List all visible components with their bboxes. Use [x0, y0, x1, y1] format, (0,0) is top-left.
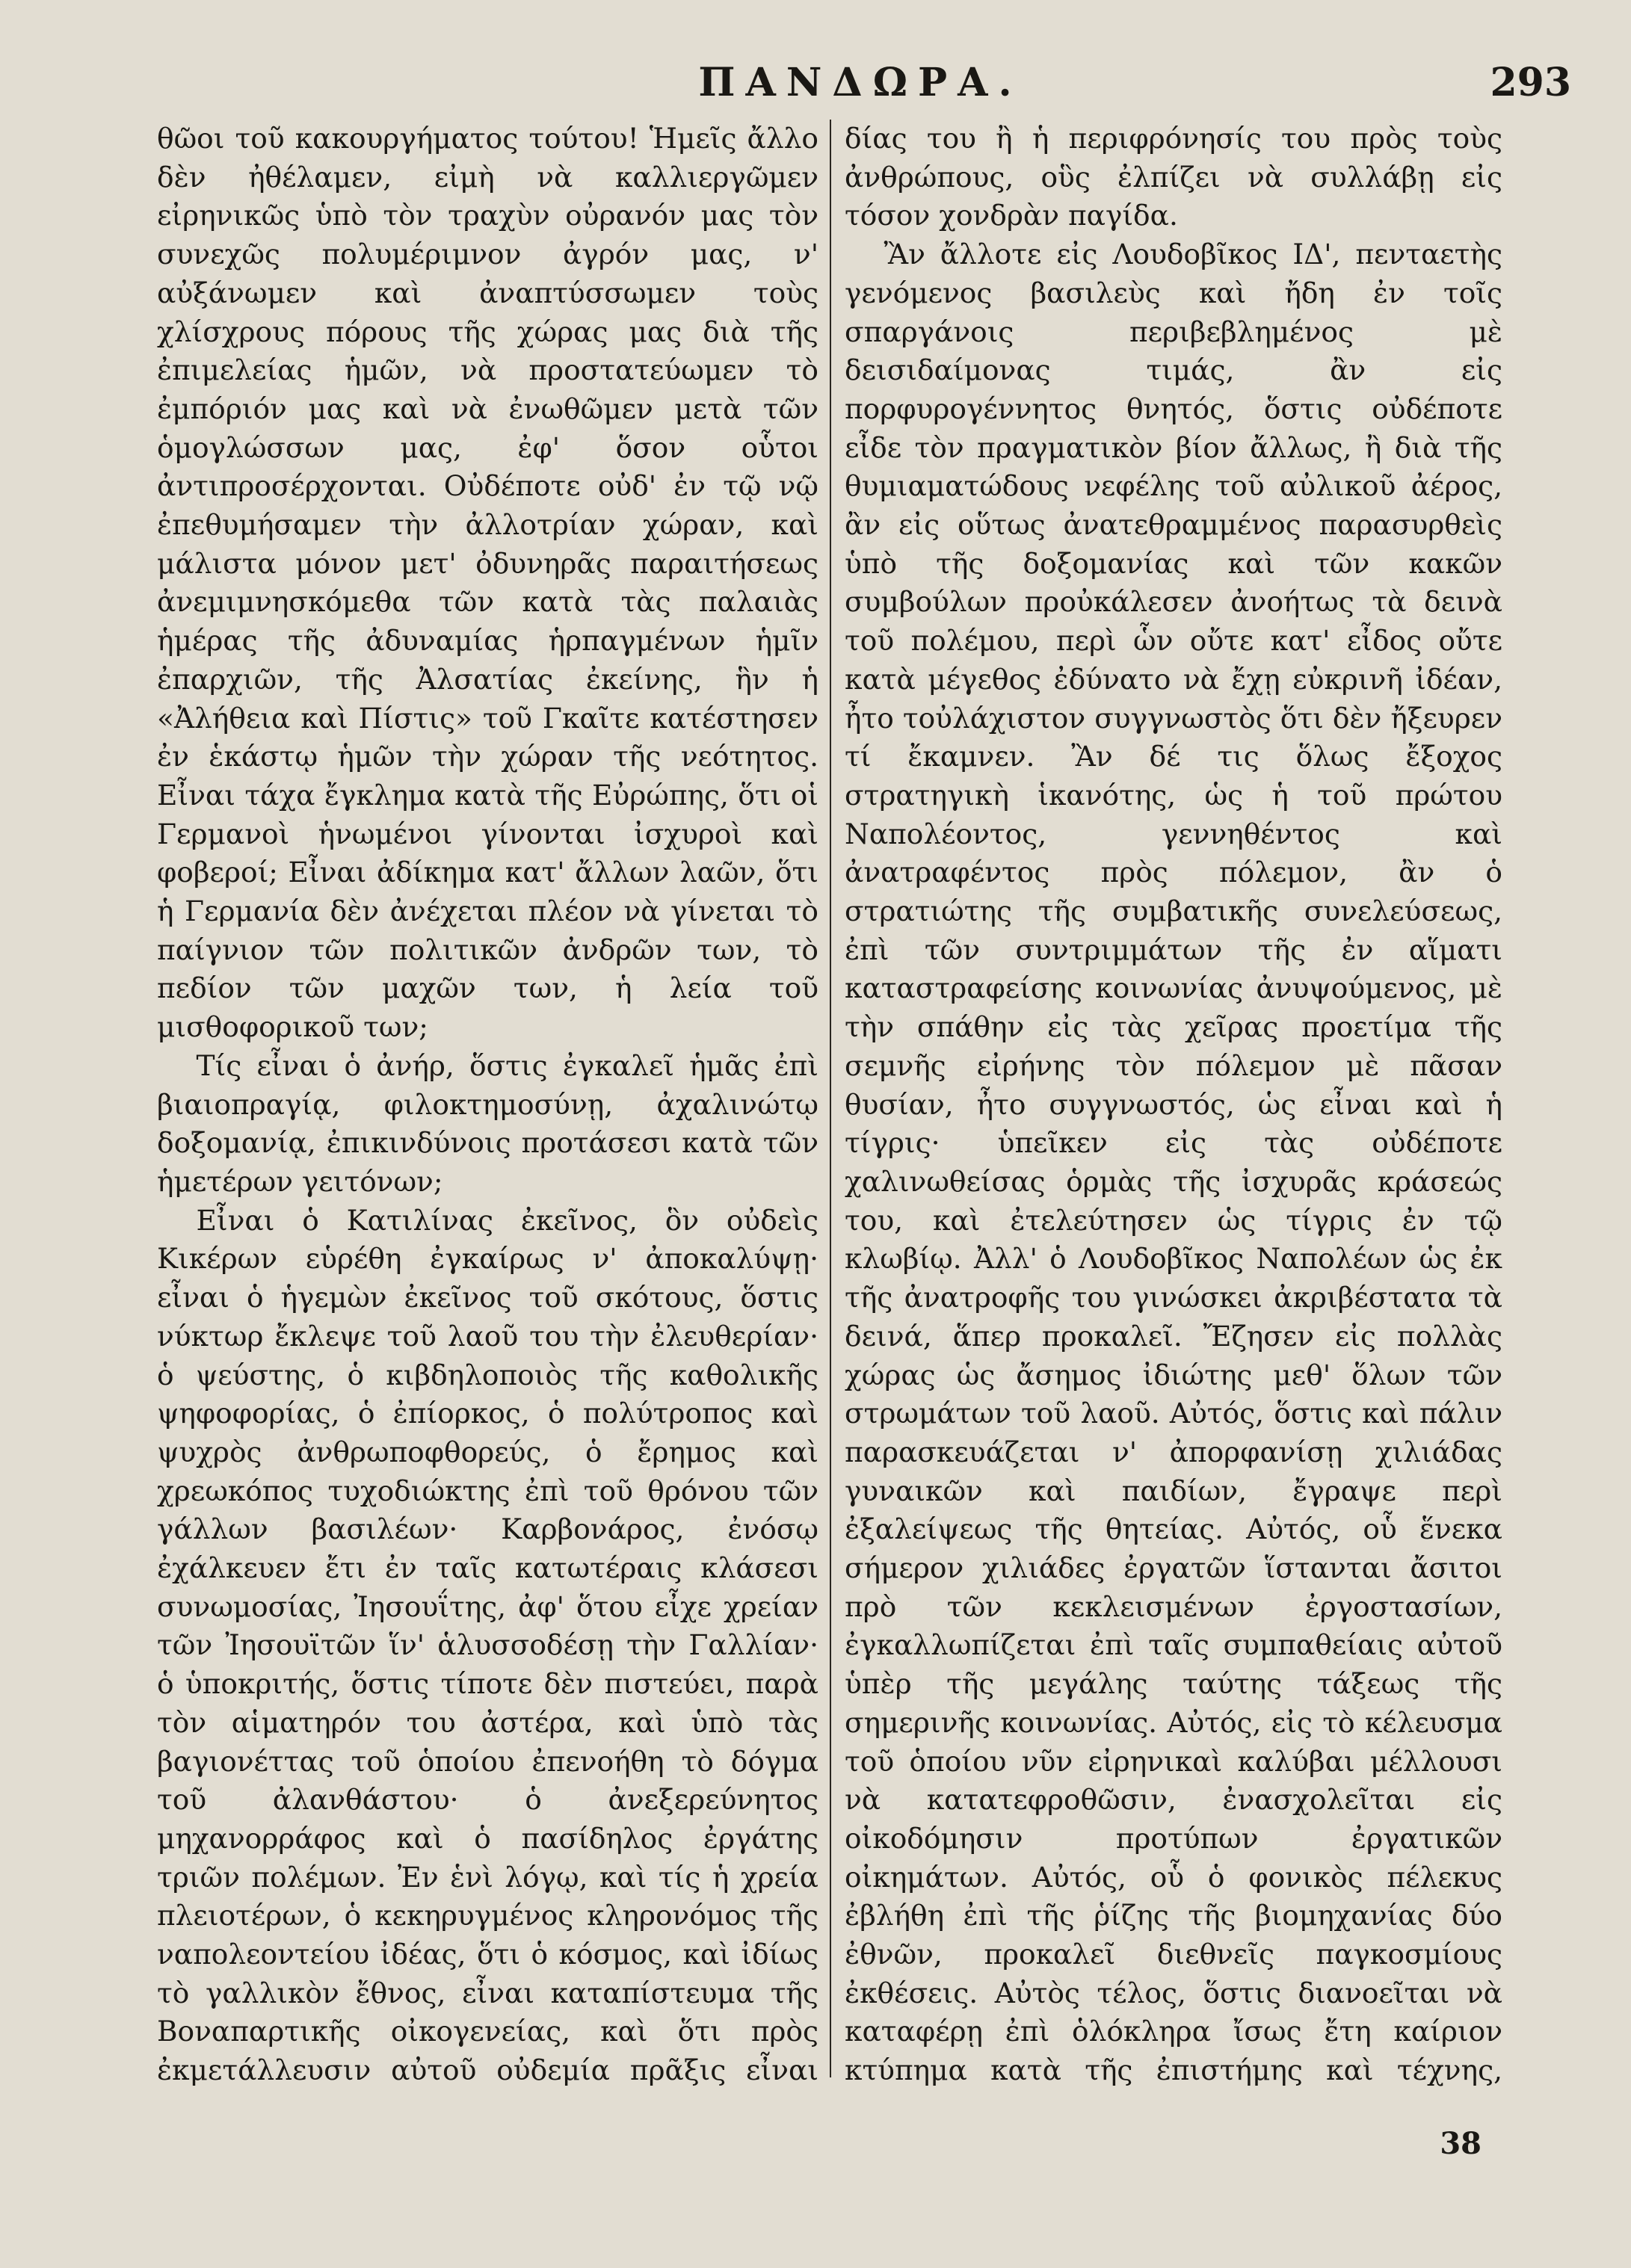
page-number: 293: [1490, 60, 1571, 105]
paragraph: δίας του ἢ ἡ περιφρόνησίς του πρὸς τοὺς ἀνθρώπους, οὓς ἐλπίζει νὰ συλλάβῃ εἰς τόσον χονδρὰν παγίδα.: [845, 122, 1502, 232]
right-column: [845, 120, 1502, 2092]
signature-mark: 38: [1440, 2126, 1482, 2161]
paragraph: Εἶναι ὁ Κατιλίνας ἐκεῖνος, ὃν οὐδεὶς Κικέρων εὑρέθη ἐγκαίρως ν' ἀποκαλύψῃ· εἶναι ὁ ἡγεμὼν ἐκεῖνος τοῦ σκότους, ὅστις νύκτωρ ἔκλεψε τοῦ λαοῦ του τὴν ἐλευθερίαν· ὁ ψεύστης, ὁ κιβδηλοποιὸς τῆς καθολικῆς ψηφοφορίας, ὁ ἐπίορκος, ὁ πολύτροπος καὶ ψυχρὸς ἀνθρωποφθορεύς, ὁ ἔρημος καὶ χρεωκόπος τυχοδιώκτης ἐπὶ τοῦ θρόνου τῶν γάλλων βασιλέων· Καρβονάρος, ἐνόσῳ ἐχάλκευεν ἔτι ἐν ταῖς κατωτέραις κλάσεσι συνωμοσίας, Ἰησουΐτης, ἀφ' ὅτου εἶχε χρείαν τῶν Ἰησουϊτῶν ἵν' ἁλυσσοδέσῃ τὴν Γαλλίαν· ὁ ὑποκριτής, ὅστις τίποτε δὲν πιστεύει, παρὰ τὸν αἱματηρόν του ἀστέρα, καὶ ὑπὸ τὰς βαγιονέττας τοῦ ὁποίου ἐπενοήθη τὸ δόγμα τοῦ ἀλανθάστου· ὁ ἀνεξερεύνητος μηχανορράφος καὶ ὁ πασίδηλος ἐργάτης τριῶν πολέμων. Ἐν ἑνὶ λόγῳ, καὶ τίς ἡ χρεία πλειοτέρων, ὁ κεκηρυγμένος κληρονόμος τῆς ναπολεοντείου ἰδέας, ὅτι ὁ κόσμος, καὶ ἰδίως τὸ γαλλικὸν ἔθνος, εἶναι καταπίστευμα τῆς Βοναπαρτικῆς οἰκογενείας, καὶ ὅτι πρὸς ἐκμετάλλευσιν αὐτοῦ οὐδεμία πρᾶξις εἶναι: [157, 1203, 818, 2087]
paragraph: Τίς εἶναι ὁ ἀνήρ, ὅστις ἐγκαλεῖ ἡμᾶς ἐπὶ βιαιοπραγίᾳ, φιλοκτημοσύνῃ, ἀχαλινώτῳ δοξομανίᾳ, ἐπικινδύνοις προτάσεσι κατὰ τῶν ἡμετέρων γειτόνων;: [157, 1048, 818, 1198]
paragraph: Ἂν ἄλλοτε εἰς Λουδοβῖκος ΙΔ', πενταετὴς γενόμενος βασιλεὺς καὶ ἤδη ἐν τοῖς σπαργάνοις περιβεβλημένος μὲ δεισιδαίμονας τιμάς, ἂν εἰς πορφυρογέννητος θνητός, ὅστις οὐδέποτε εἶδε τὸν πραγματικὸν βίον ἄλλως, ἢ διὰ τῆς θυμιαματώδους νεφέλης τοῦ αὐλικοῦ ἀέρος, ἂν εἰς οὕτως ἀνατεθραμμένος παρασυρθεὶς ὑπὸ τῆς δοξομανίας καὶ τῶν κακῶν συμβούλων προὐκάλεσεν ἀνοήτως τὰ δεινὰ τοῦ πολέμου, περὶ ὧν οὔτε κατ' εἶδος οὔτε κατὰ μέγεθος ἐδύνατο νὰ ἔχῃ εὐκρινῆ ἰδέαν, ἦτο τοὐλάχιστον συγγνωστὸς ὅτι δὲν ἤξευρεν τί ἔκαμνεν. Ἂν δέ τις ὅλως ἔξοχος στρατηγικὴ ἱκανότης, ὡς ἡ τοῦ πρώτου Ναπολέοντος, γεννηθέντος καὶ ἀνατραφέντος πρὸς πόλεμον, ἂν ὁ στρατιώτης τῆς συμβατικῆς συνελεύσεως, ἐπὶ τῶν συντριμμάτων τῆς ἐν αἵματι καταστραφείσης κοινωνίας ἀνυψούμενος, μὲ τὴν σπάθην εἰς τὰς χεῖρας προετίμα τῆς σεμνῆς εἰρήνης τὸν πόλεμον μὲ πᾶσαν θυσίαν, ἦτο συγγνωστός, ὡς εἶναι καὶ ἡ τίγρις· ὑπεῖκεν εἰς τὰς οὐδέποτε χαλινωθείσας ὁρμὰς τῆς ἰσχυρᾶς κράσεώς του, καὶ ἐτελεύτησεν ὡς τίγρις ἐν τῷ κλωβίῳ. Ἀλλ' ὁ Λουδοβῖκος Ναπολέων ὡς ἐκ τῆς ἀνατροφῆς του γινώσκει ἀκριβέστατα τὰ δεινά, ἅπερ προκαλεῖ. Ἔζησεν εἰς πολλὰς χώρας ὡς ἄσημος ἰδιώτης μεθ' ὅλων τῶν στρωμάτων τοῦ λαοῦ. Αὐτός, ὅστις καὶ πάλιν παρασκευάζεται ν' ἀπορφανίσῃ χιλιάδας γυναικῶν καὶ παιδίων, ἔγραψε περὶ ἐξαλείψεως τῆς θητείας. Αὐτός, οὗ ἕνεκα σήμερον χιλιάδες ἐργατῶν ἵστανται ἄσιτοι πρὸ τῶν κεκλεισμένων ἐργοστασίων, ἐγκαλλωπίζεται ἐπὶ ταῖς συμπαθείαις αὐτοῦ ὑπὲρ τῆς μεγάλης ταύτης τάξεως τῆς σημερινῆς κοινωνίας. Αὐτός, εἰς τὸ κέλευσμα τοῦ ὁποίου νῦν εἰρηνικαὶ καλύβαι μέλλουσι νὰ κατατεφροθῶσιν, ἐνασχολεῖται εἰς οἰκοδόμησιν προτύπων ἐργατικῶν οἰκημάτων. Αὐτός, οὗ ὁ φονικὸς πέλεκυς ἐβλήθη ἐπὶ τῆς ῥίζης τῆς βιομηχανίας δύο ἐθνῶν, προκαλεῖ διεθνεῖς παγκοσμίους ἐκθέσεις. Αὐτὸς τέλος, ὅστις διανοεῖται νὰ καταφέρῃ ἐπὶ ὁλόκληρα ἴσως ἔτη καίριον κτύπημα κατὰ τῆς ἐπιστήμης καὶ τέχνης,: [845, 238, 1502, 2087]
page-header: [135, 60, 1586, 120]
paragraph: θῶοι τοῦ κακουργήματος τούτου! Ἡμεῖς ἄλλο δὲν ἠθέλαμεν, εἰμὴ νὰ καλλιεργῶμεν εἰρηνικῶς ὑπὸ τὸν τραχὺν οὐρανόν μας τὸν συνεχῶς πολυμέριμνον ἀγρόν μας, ν' αὐξάνωμεν καὶ ἀναπτύσσωμεν τοὺς χλίσχρους πόρους τῆς χώρας μας διὰ τῆς ἐπιμελείας ἡμῶν, νὰ προστατεύωμεν τὸ ἐμπόριόν μας καὶ νὰ ἐνωθῶμεν μετὰ τῶν ὁμογλώσσων μας, ἐφ' ὅσον οὗτοι ἀντιπροσέρχονται. Οὐδέποτε οὐδ' ἐν τῷ νῷ ἐπεθυμήσαμεν τὴν ἀλλοτρίαν χώραν, καὶ μάλιστα μόνον μετ' ὀδυνηρᾶς παραιτήσεως ἀνεμιμνησκόμεθα τῶν κατὰ τὰς παλαιὰς ἡμέρας τῆς ἀδυναμίας ἡρπαγμένων ἡμῖν ἐπαρχιῶν, τῆς Ἀλσατίας ἐκείνης, ἣν ἡ «Ἀλήθεια καὶ Πίστις» τοῦ Γκαῖτε κατέστησεν ἐν ἑκάστῳ ἡμῶν τὴν χώραν τῆς νεότητος. Εἶναι τάχα ἔγκλημα κατὰ τῆς Εὐρώπης, ὅτι οἱ Γερμανοὶ ἡνωμένοι γίνονται ἰσχυροὶ καὶ φοβεροί; Εἶναι ἀδίκημα κατ' ἄλλων λαῶν, ὅτι ἡ Γερμανία δὲν ἀνέχεται πλέον νὰ γίνεται τὸ παίγνιον τῶν πολιτικῶν ἀνδρῶν των, τὸ πεδίον τῶν μαχῶν των, ἡ λεία τοῦ μισθοφορικοῦ των;: [157, 122, 818, 1044]
left-column: [157, 120, 818, 2092]
column-divider: [830, 120, 831, 2077]
running-title: ΠΑΝΔΩΡΑ.: [698, 60, 1023, 105]
